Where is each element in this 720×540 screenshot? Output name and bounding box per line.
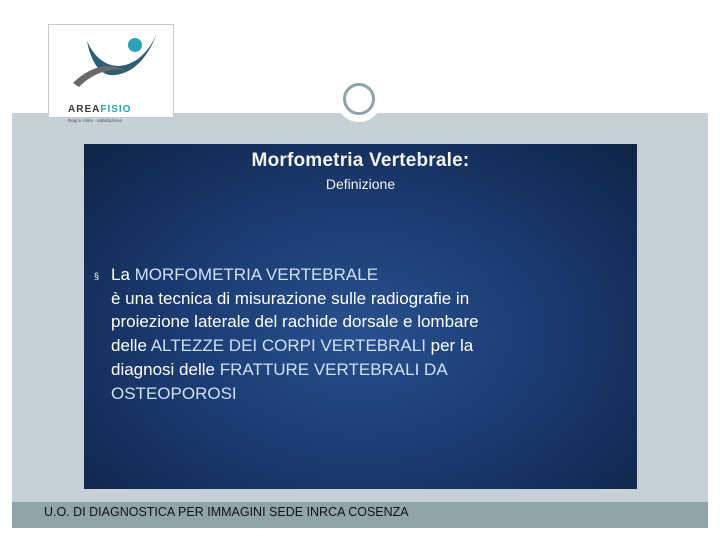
slide-subtitle: Definizione — [325, 176, 396, 192]
slide-title: Morfometria Vertebrale: — [251, 150, 470, 171]
slide-image — [84, 144, 637, 489]
body-line-4: delle ALTEZZE DEI CORPI VERTEBRALI per la — [111, 336, 474, 356]
body-line-1: La MORFOMETRIA VERTEBRALE — [111, 265, 379, 284]
body-line-6: OSTEOPOROSI — [111, 383, 237, 403]
logo-wordmark: AREAFISIO — [68, 104, 132, 115]
body-line-2: è una tecnica di misurazione sulle radiografie in — [111, 288, 470, 308]
slide-body — [111, 263, 631, 405]
circle-ornament-icon — [336, 76, 382, 122]
areafisio-logo — [48, 24, 174, 123]
body-line-5: diagnosi delle FRATTURE VERTEBRALI DA — [111, 359, 448, 379]
footer-text: U.O. DI DIAGNOSTICA PER IMMAGINI SEDE INRCA COSENZA — [44, 505, 409, 519]
bullet-icon: § — [94, 271, 100, 281]
body-line-3: proiezione laterale del rachide dorsale e lombare — [111, 312, 479, 332]
logo-tagline: Regno Unito · riabilitazione — [68, 118, 123, 123]
